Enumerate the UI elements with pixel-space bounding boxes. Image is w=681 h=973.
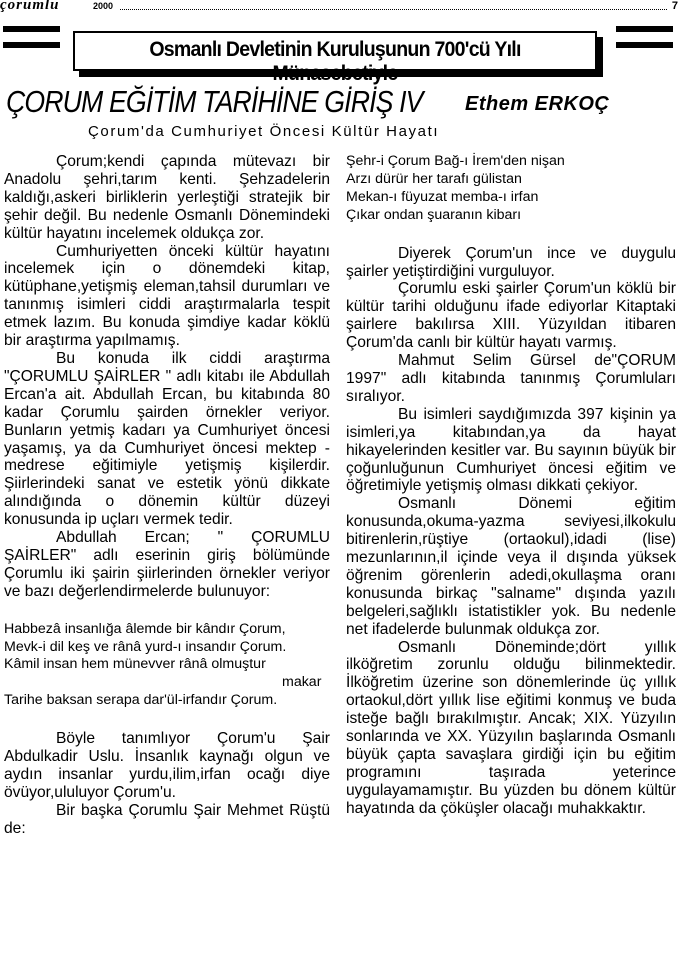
- banner-box: [73, 31, 597, 85]
- article-subtitle: Çorum'da Cumhuriyet Öncesi Kültür Hayatı: [88, 123, 440, 140]
- banner-text: Osmanlı Devletinin Kuruluşunun 700'cü Yılı Münasebetiyle: [149, 38, 521, 85]
- page-header: [0, 0, 681, 14]
- poem-line: Mekan-ı füyuzat memba-ı irfan: [346, 188, 539, 205]
- poem-line: Şehr-i Çorum Bağ-ı İrem'den nişan: [346, 153, 565, 169]
- paragraph: Bu konuda ilk ciddi araştırma "ÇORUMLU ŞAİRLER " adlı kitabı ile Abdullah Ercan'a ait. Abdullah Ercan, bu kitabında 80 kadar Çorumlu şairden örnekler veriyor. Bunların yetmiş kadarı ya Cumhuriyet öncesi yaşamış, ya da Cumhuriyet öncesi mektep - medrese eğitimiyle yetişmiş kişilerdir. Şiirlerindeki sanat ve estetik yönü dikkate alındığında o dönemin kültür düzeyi konusunda ip uçları vermek tedir.: [4, 349, 330, 529]
- paragraph: Çorum;kendi çapında mütevazı bir Anadolu şehri,tarım kenti. Şehzadelerin kaldığı,askeri birliklerin yerleştiği stratejik bir şehir değil. Bu nedenle Osmanlı Dönemindeki kültür hayatını incelemek oldukça zor.: [4, 153, 330, 242]
- left-column: [4, 153, 330, 838]
- publication-logo: çorumlu: [0, 0, 60, 13]
- poem-line: Habbezâ insanlığa âlemde bir kândır Çorum,: [4, 620, 286, 637]
- paragraph: Çorumlu eski şairler Çorum'un köklü bir kültür tarihi olduğunu ifade ediyorlar Kitaptaki şairlere bakılırsa XIII. Yüzyıldan itibaren Çorum'da canlı bir kültür hayatı varmış.: [346, 280, 676, 352]
- poem-line: makar: [282, 674, 322, 691]
- issue-year: 2000: [93, 1, 114, 11]
- paragraph: Diyerek Çorum'un ince ve duygulu şairler yetiştirdiğini vurguluyor.: [346, 244, 676, 280]
- banner-right-bar: [616, 42, 673, 48]
- poem-line: Arzı dürür her tarafı gülistan: [346, 170, 522, 187]
- page-number: 7: [671, 0, 678, 12]
- paragraph: Osmanlı Döneminde;dört yıllık ilköğretim zorunlu olduğu bilinmektedir. İlköğretim üzerine son dönemlerinde üç yıllık ortaokul,dört yıllık lise eğitimi konmuş ve buda isteğe bağlı bırakılmıştır. Ancak; XIX. Yüzyılın sonlarında ve XX. Yüzyılın başlarında Osmanlı büyük çapta savaşlara girdiği için bu eğitim programını taşırada yeterince uygulayamamıştır. Bu yüzden bu dönem kültür hayatında da çöküşler olacağı muhakkaktır.: [346, 638, 676, 817]
- anniversary-banner: [3, 18, 673, 85]
- paragraph: Böyle tanımlıyor Çorum'u Şair Abdulkadir Uslu. İnsanlık kaynağı olgun ve aydın insanlar yurdu,ilim,irfan ocağı diye övüyor,ululuyor Çorum'u.: [4, 730, 330, 801]
- article-author: Ethem ERKOÇ: [465, 93, 610, 115]
- paragraph: Osmanlı Dönemi eğitim konusunda,okuma-yazma seviyesi,ilkokulu bitirenlerin,rüştiye (ortaokul),idadi (lise) mezunlarının,il içinde veya il dışında yüksek öğrenim görenlerin adedi,okullaşma oranı konusunda birkaç "salname" dışında yazılı belgeleri,sağlıklı istatistikler yok. Bu nedenle net ifadelerde bulunmak oldukça zor.: [346, 495, 676, 638]
- poem-line: Kâmil insan hem münevver rânâ olmuştur: [4, 656, 266, 673]
- banner-left-bar: [3, 26, 60, 32]
- paragraph: Bu isimleri saydığımızda 397 kişinin ya isimleri,ya kitabından,ya da hayat hikayelerinden kesitler var. Bu sayının büyük bir çoğunluğunun Cumhuriyet öncesi eğitim ve öğretimiyle yetişmiş olması dikkati çekiyor.: [346, 405, 676, 495]
- poem-line: Tarihe baksan serapa dar'ül-irfandır Çorum.: [4, 692, 278, 709]
- poem-uslu: [4, 621, 330, 711]
- paragraph: Bir başka Çorumlu Şair Mehmet Rüştü de:: [4, 801, 330, 837]
- article-title: ÇORUM EĞİTİM TARİHİNE GİRİŞ IV: [6, 84, 423, 119]
- paragraph: Abdullah Ercan; " ÇORUMLU ŞAİRLER" adlı eserinin giriş bölümünde Çorumlu iki şairin şiirlerinden örnekler veriyor ve bazı değerlendirmelerde bulunuyor:: [4, 529, 330, 600]
- paragraph: Cumhuriyetten önceki kültür hayatını incelemek için o dönemdeki kitap, kütüphane,yetişmiş eleman,tahsil durumları ve tanınmış isimleri ciddi araştırmalarla tespit etmek lazım. Bu konuda şimdiye kadar köklü bir araştırma yapılmamış.: [4, 242, 330, 350]
- banner-right-bar: [616, 26, 673, 32]
- poem-line: Mevk-i dil keş ve rânâ yurd-ı insandır Çorum.: [4, 638, 287, 655]
- poem-rustu: [346, 153, 676, 225]
- paragraph: Mahmut Selim Gürsel de"ÇORUM 1997" adlı kitabında tanınmış Çorumluları sıralıyor.: [346, 352, 676, 405]
- poem-line: Çıkar ondan şuaranın kibarı: [346, 206, 522, 223]
- header-dotted-rule: [120, 9, 667, 10]
- banner-left-bar: [3, 42, 60, 48]
- right-column: [346, 153, 676, 818]
